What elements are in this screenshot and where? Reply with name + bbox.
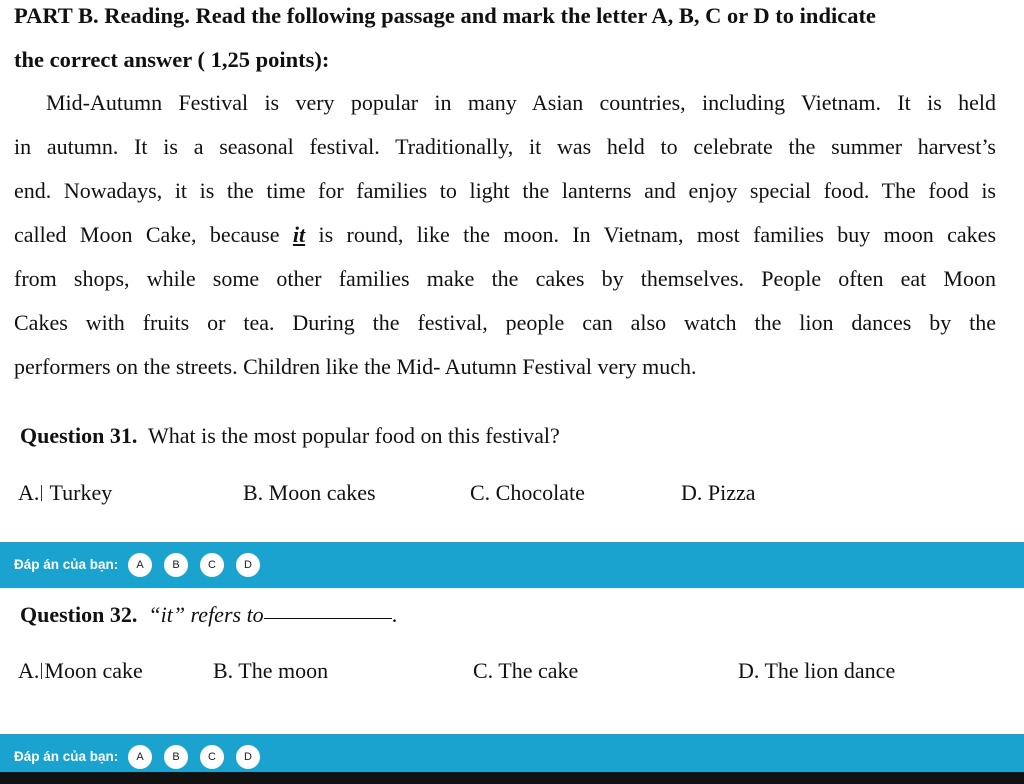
answer-bar-label: Đáp án của bạn: xyxy=(14,557,119,572)
bottom-strip xyxy=(0,772,1024,784)
question-31-text: What is the most popular food on this festival? xyxy=(147,423,560,448)
question-32-label: Question 32. xyxy=(20,602,138,627)
option-letter: A. xyxy=(18,480,40,505)
passage-line-7: performers on the streets. Children like the Mid- Autumn Festival very much. xyxy=(14,354,697,379)
passage-text: called Moon Cake, because xyxy=(14,222,293,247)
question-31 xyxy=(20,421,560,451)
choice-c-button[interactable]: C xyxy=(200,745,224,769)
passage-text: is round, like the moon. In Vietnam, most families buy moon cakes xyxy=(305,222,997,247)
q31-option-c: C. Chocolate xyxy=(470,480,585,505)
question-32-text: “it” refers to xyxy=(148,602,264,627)
answer-blank xyxy=(264,600,392,619)
q32-option-c: C. The cake xyxy=(473,658,579,683)
choice-d-button[interactable]: D xyxy=(236,553,260,577)
q32-option-d: D. The lion dance xyxy=(738,658,896,683)
question-31-label: Question 31. xyxy=(20,423,138,448)
heading-line-1: PART B. Reading. Read the following passage and mark the letter A, B, C or D to indicate xyxy=(14,3,876,28)
q32-option-b: B. The moon xyxy=(213,658,329,683)
option-text: Turkey xyxy=(44,480,113,505)
choice-a-button[interactable]: A xyxy=(128,745,152,769)
passage-line-5: from shops, while some other families make the cakes by themselves. People often eat Moon xyxy=(14,266,996,291)
choice-c-button[interactable]: C xyxy=(200,553,224,577)
question-32-end: . xyxy=(391,602,398,627)
passage-line-4 xyxy=(14,220,996,250)
choice-d-button[interactable]: D xyxy=(236,745,260,769)
choice-a-button[interactable]: A xyxy=(128,553,152,577)
text-cursor xyxy=(41,485,42,501)
choice-b-button[interactable]: B xyxy=(164,745,188,769)
option-text: Moon cake xyxy=(44,658,143,683)
q32-option-a xyxy=(18,656,143,686)
answer-bar-q32 xyxy=(0,734,1024,772)
q31-option-b: B. Moon cakes xyxy=(243,480,376,505)
passage-line-2: in autumn. It is a seasonal festival. Traditionally, it was held to celebrate the summer harvest’s xyxy=(14,134,996,159)
passage-line-6: Cakes with fruits or tea. During the festival, people can also watch the lion dances by the xyxy=(14,310,996,335)
answer-bar-label: Đáp án của bạn: xyxy=(14,749,119,764)
choice-b-button[interactable]: B xyxy=(164,553,188,577)
q31-option-a xyxy=(18,478,112,508)
passage-line-3: end. Nowadays, it is the time for families to light the lanterns and enjoy special food. The food is xyxy=(14,178,996,203)
text-cursor xyxy=(41,663,42,679)
option-letter: A. xyxy=(18,658,40,683)
passage-line-1: Mid-Autumn Festival is very popular in many Asian countries, including Vietnam. It is held xyxy=(46,90,996,115)
heading-line-2: the correct answer ( 1,25 points): xyxy=(14,47,330,72)
answer-bar-q31 xyxy=(0,542,1024,588)
question-32 xyxy=(20,600,397,630)
referent-word: it xyxy=(292,222,306,247)
q31-option-d: D. Pizza xyxy=(681,480,756,505)
